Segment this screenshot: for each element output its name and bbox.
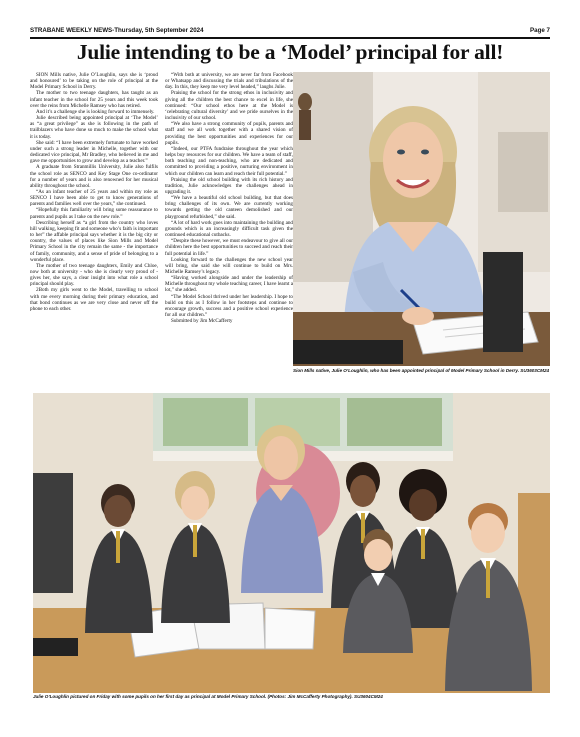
paragraph: “We also have a strong community of pupils, parents and staff and we all work together with a shared vision of providing the best opportunities and experiences for our pupils. — [165, 121, 293, 146]
classroom-group-illustration — [33, 393, 550, 693]
paragraph: Julie described being appointed principal at ‘The Model’ as “a great privilege” as she is following in the path of trailblazers who have done so much to make the school what it is today. — [30, 115, 158, 140]
paragraph: A graduate from Stranmillis University, Julie also fulfils the school role as SENCO and Key Stage One co-ordinator for a number of years and is also renowned for her musical ability throughout the school. — [30, 164, 158, 189]
paragraph: “We have a beautiful old school building, but that does bring challenges of its own. We are currently working towards getting the old canteen demolished and our playground refurbished,” she said. — [165, 195, 293, 220]
page-number: Page 7 — [530, 27, 550, 34]
paragraph: Praising the school for the strong ethos in inclusivity and giving all the children the best chance to excel in life, she continued: “Our school ethos here at the Model is ‘celebrating cultural diversity’ and we pride ourselves in the inclusivity of our school. — [165, 90, 293, 122]
principal-with-pupils-photo — [33, 393, 550, 693]
paragraph: Looking forward to the challenges the new school year will bring, she said she will continue to build on Mrs. Michelle Ramsey’s legacy. — [165, 256, 293, 275]
principal-portrait-photo — [293, 72, 550, 366]
paragraph: “With both at university, we are never far from Facebook or Whatsapp and discussing the trials and tribulations of the day. In this, they keep me very level headed,” laughs Julie. — [165, 72, 293, 91]
paragraph: 2Both my girls went to the Model, travelling to school with me every morning during their primary education, and that bond continues as we are very close and never off the phone to each other. — [30, 287, 158, 312]
paragraph: The mother to two teenage daughters, has taught as an infant teacher in the school for 25 years and this week took over the reins from Michelle Ramsey who has retired. — [30, 90, 158, 109]
principal-portrait-illustration — [293, 72, 550, 366]
paragraph: She said: “I have been extremely fortunate to have worked under such a strong leader in Michelle, together with our dedicated vice principal, Mr Bradley, who believed in me and gave me opportunities to grow and develop as a teacher.” — [30, 139, 158, 165]
paragraph: “Despite these however, we must endeavour to give all our children here the best opportunities to succeed and reach their full potential in life.” — [165, 238, 293, 257]
paragraph: “A lot of hard work goes into maintaining the building and grounds which is an increasingly difficult task given the continued educational cutbacks. — [165, 219, 293, 239]
paragraph: “As an infant teacher of 25 years and within my role as SENCO I have been able to get to know generations of parents and families well over the years,” she continued. — [30, 188, 158, 208]
paragraph: And it’s a challenge she is looking forward to immensely. — [36, 108, 155, 115]
article-column-1 — [30, 72, 158, 390]
photo-caption-2: Julie O’Loughlin pictured on Friday with some pupils on her first day as principal at Model Primary School. (Photos: Jim McCafferty Photography). SU3604CM24 — [33, 694, 383, 699]
article-column-2 — [165, 72, 293, 390]
byline: Submitted by Jim McCafferty — [171, 318, 233, 325]
paragraph: The mother of two teenage daughters, Emily and Chloe, now both at university - who she is clearly very proud of - gives her, she says, a clear insight into what role a school principal should play. — [30, 262, 158, 288]
paragraph: “Hopefully this familiarity will bring some reassurance to parents and pupils as I take on the new role.” — [30, 207, 158, 220]
paragraph: “Having worked alongside and under the leadership of Michelle throughout my whole teaching career, I have learnt a lot,” she added. — [165, 275, 293, 294]
paragraph: Describing herself as “a girl from the country who loves hill walking, keeping fit and someone who’s faith is important to her” the affable principal says whether it is the big city or country, the values of places like Sion Mills and Model Primary School in the city remain the same - the importance of family, community, and a sense of pride of belonging to a wonderful place. — [30, 219, 158, 263]
paragraph: Praising the old school building with its rich history and tradition, Julie acknowledges the challenges ahead in upgrading it. — [165, 176, 293, 195]
photo-caption-1: Sion Mills native, Julie O’Loughlin, who has been appointed principal of Model Primary School in Derry. SU3603CM24 — [293, 368, 550, 373]
paragraph: “The Model School thrived under her leadership. I hope to build on this as I follow in her footsteps and continue to encourage growth, success and a positive school experience for all our children.” — [165, 293, 293, 319]
headline: Julie intending to be a ‘Model’ principal for all! — [76, 40, 504, 64]
paragraph: SION Mills native, Julie O’Loughlin, says she is ‘proud and honoured’ to be taking on the role of principal at the Model Primary School in Derry. — [30, 72, 158, 91]
paragraph: “Indeed, our PTFA fundraise throughout the year which helps buy resources for our children. We have a team of staff, both teaching and non-teaching, who are dedicated and committed to providing a positive, nurturing environment in which our children can learn and reach their full potential.” — [165, 145, 293, 177]
header-rule — [30, 37, 550, 39]
publication-date-line: STRABANE WEEKLY NEWS-Thursday, 5th September 2024 — [30, 27, 204, 34]
